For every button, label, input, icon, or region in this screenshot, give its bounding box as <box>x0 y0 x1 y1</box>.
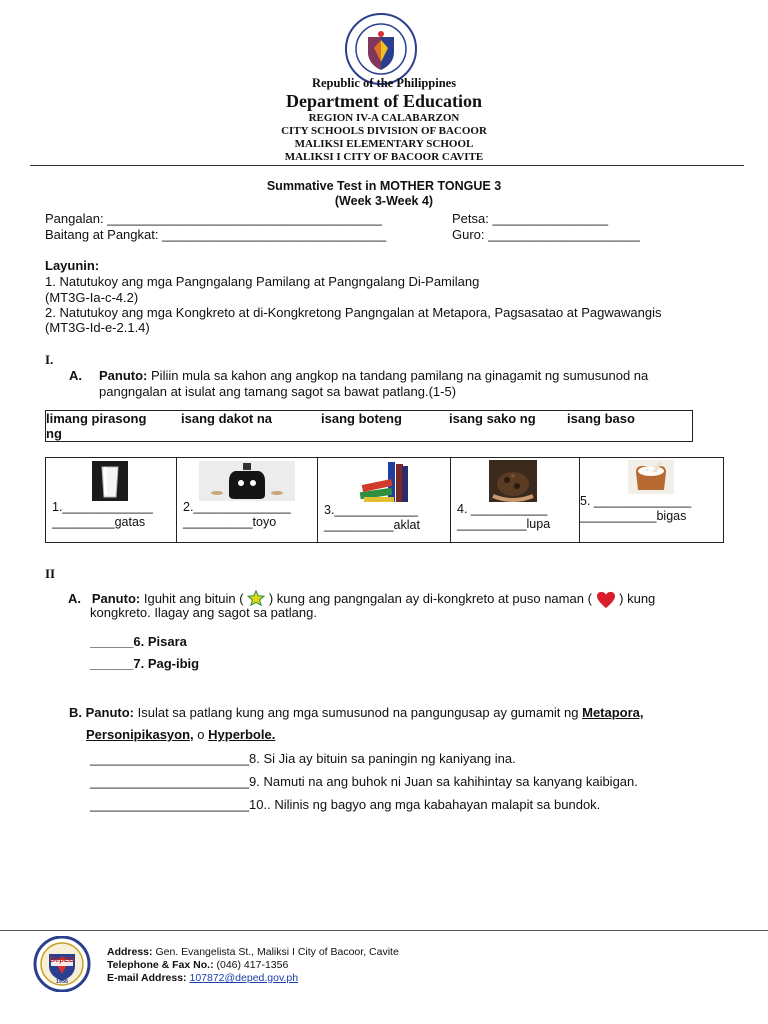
picture-item-5 <box>580 458 724 543</box>
picture-item-2 <box>177 458 318 543</box>
part-2b-text: Isulat sa patlang kung ang mga sumusunod na pangungusap ay gumamit ng <box>137 705 579 720</box>
question-8[interactable]: ______________________8. Si Jia ay bituin sa paningin ng kaniyang ina. <box>90 751 516 766</box>
part-2a-letter: A. <box>68 591 81 606</box>
logo-text: DepED <box>49 955 75 964</box>
picture-item-1 <box>46 458 177 543</box>
part-2a-text-3: ) kung <box>619 591 656 606</box>
guro-field[interactable]: Guro: _____________________ <box>452 227 640 242</box>
part-2a-text-1: Iguhit ang bituin ( <box>143 591 244 606</box>
star-icon <box>247 590 265 606</box>
address-label: Address: <box>107 946 153 958</box>
part-2a-text-2: ) kung ang pangngalan ay di-kongkreto at puso naman ( <box>268 591 592 606</box>
panuto-text: Piliin mula sa kahon ang angkop na tandang pamilang na ginagamit ng sumusunod na <box>151 368 649 383</box>
item-1-blank[interactable]: 1._____________ <box>52 500 153 514</box>
milk-glass-icon <box>92 461 128 504</box>
part-1-panuto-line-2: pangngalan at isulat ang tamang sagot sa bawat patlang.(1-5) <box>99 384 457 399</box>
part-1-letter: A. <box>69 368 82 383</box>
word-bank-item <box>449 411 567 442</box>
footer-phone <box>107 959 288 971</box>
footer-email <box>107 972 298 984</box>
item-3-blank[interactable]: 3.____________ <box>324 503 418 517</box>
location-line: MALIKSI I CITY OF BACOOR CAVITE <box>284 151 484 163</box>
petsa-field[interactable]: Petsa: ________________ <box>452 211 609 226</box>
item-4-answer[interactable]: __________lupa <box>457 517 551 531</box>
item-5-answer[interactable]: ___________bigas <box>580 509 687 523</box>
part-2a-panuto-label: Panuto: <box>91 591 141 606</box>
test-title: Summative Test in MOTHER TONGUE 3 <box>266 179 502 193</box>
rice-sack-icon <box>628 460 674 497</box>
item-5-blank[interactable]: 5. ______________ <box>580 494 692 508</box>
email-link[interactable]: 107872@deped.gov.ph <box>189 972 299 984</box>
republic-line: Republic of the Philippines <box>311 76 457 90</box>
part-2-numeral: II <box>45 566 56 581</box>
item-1-answer[interactable]: _________gatas <box>52 515 146 529</box>
phone-label: Telephone & Fax No.: <box>107 959 214 971</box>
school-logo-icon <box>31 936 93 995</box>
email-label: E-mail Address: <box>107 972 187 984</box>
soy-sauce-bottle-icon <box>199 461 295 504</box>
address-value: Gen. Evangelista St., Maliksi I City of Bacoor, Cavite <box>155 946 399 958</box>
footer-address <box>107 946 399 958</box>
word-bank-item <box>321 411 449 442</box>
part-1-panuto <box>99 368 648 383</box>
word-bank-text: isang sako ng <box>449 411 536 426</box>
term-metapora: Metapora, <box>582 705 644 720</box>
part-2b-instruction <box>69 705 644 720</box>
part-2b-terms-line <box>86 727 275 742</box>
question-7[interactable]: ______7. Pag-ibig <box>90 656 200 671</box>
item-2-blank[interactable]: 2.______________ <box>183 500 291 514</box>
item-3-answer[interactable]: __________aklat <box>324 518 420 532</box>
division-line: CITY SCHOOLS DIVISION OF BACOOR <box>281 125 487 137</box>
layunin-item-2: 2. Natutukoy ang mga Kongkreto at di-Kongkretong Pangngalan at Metapora, Pagsasatao at Pagwawangis <box>45 305 662 320</box>
item-2-answer[interactable]: __________toyo <box>183 515 277 529</box>
word-bank-text: isang boteng <box>321 411 402 426</box>
question-10[interactable]: ______________________10.. Nilinis ng bagyo ang mga kabahayan malapit sa bundok. <box>90 797 601 812</box>
question-6[interactable]: ______6. Pisara <box>90 634 187 649</box>
panuto-label: Panuto: <box>99 368 148 383</box>
part-2a-text-line-2: kongkreto. Ilagay ang sagot sa patlang. <box>90 605 317 620</box>
term-personipikasyon: Personipikasyon, <box>86 727 194 742</box>
word-bank-table <box>45 410 693 442</box>
baitang-field[interactable]: Baitang at Pangkat: _______________________________ <box>45 227 387 242</box>
picture-item-3 <box>318 458 451 543</box>
word-bank-text: isang baso <box>567 411 635 426</box>
part-2b-label: B. Panuto: <box>69 705 134 720</box>
deped-seal-icon <box>344 12 418 86</box>
books-icon <box>358 460 410 507</box>
picture-item-4 <box>451 458 580 543</box>
term-or: o <box>197 727 205 742</box>
pangalan-field[interactable]: Pangalan: ______________________________________ <box>45 211 382 226</box>
word-bank-item <box>46 411 182 442</box>
department-title: Department of Education <box>286 91 482 111</box>
word-bank-item <box>181 411 321 442</box>
phone-value: (046) 417-1356 <box>216 959 289 971</box>
term-hyperbole: Hyperbole. <box>208 727 276 742</box>
question-9[interactable]: ______________________9. Namuti na ang buhok ni Juan sa kahihintay sa kanyang kaibigan. <box>90 774 638 789</box>
word-bank-text: limang pirasong ng <box>46 411 147 441</box>
soil-hand-icon <box>489 460 537 505</box>
logo-year: 1956 <box>55 979 69 985</box>
layunin-heading: Layunin: <box>45 258 100 273</box>
layunin-code-1: (MT3G-Ia-c-4.2) <box>45 290 139 305</box>
header-divider <box>30 165 744 166</box>
school-line: MALIKSI ELEMENTARY SCHOOL <box>294 138 474 150</box>
word-bank-text: isang dakot na <box>181 411 273 426</box>
item-4-blank[interactable]: 4. ___________ <box>457 502 548 516</box>
heart-icon <box>596 591 616 609</box>
layunin-item-1: 1. Natutukoy ang mga Pangngalang Pamilang at Pangngalang Di-Pamilang <box>45 274 480 289</box>
word-bank-item <box>567 411 693 442</box>
test-weeks: (Week 3-Week 4) <box>334 194 434 208</box>
footer-divider <box>0 930 768 931</box>
picture-items-table <box>45 457 724 543</box>
region-line: REGION IV-A CALABARZON <box>308 112 460 124</box>
part-1-numeral: I. <box>45 352 54 367</box>
layunin-code-2: (MT3G-Id-e-2.1.4) <box>45 320 150 335</box>
